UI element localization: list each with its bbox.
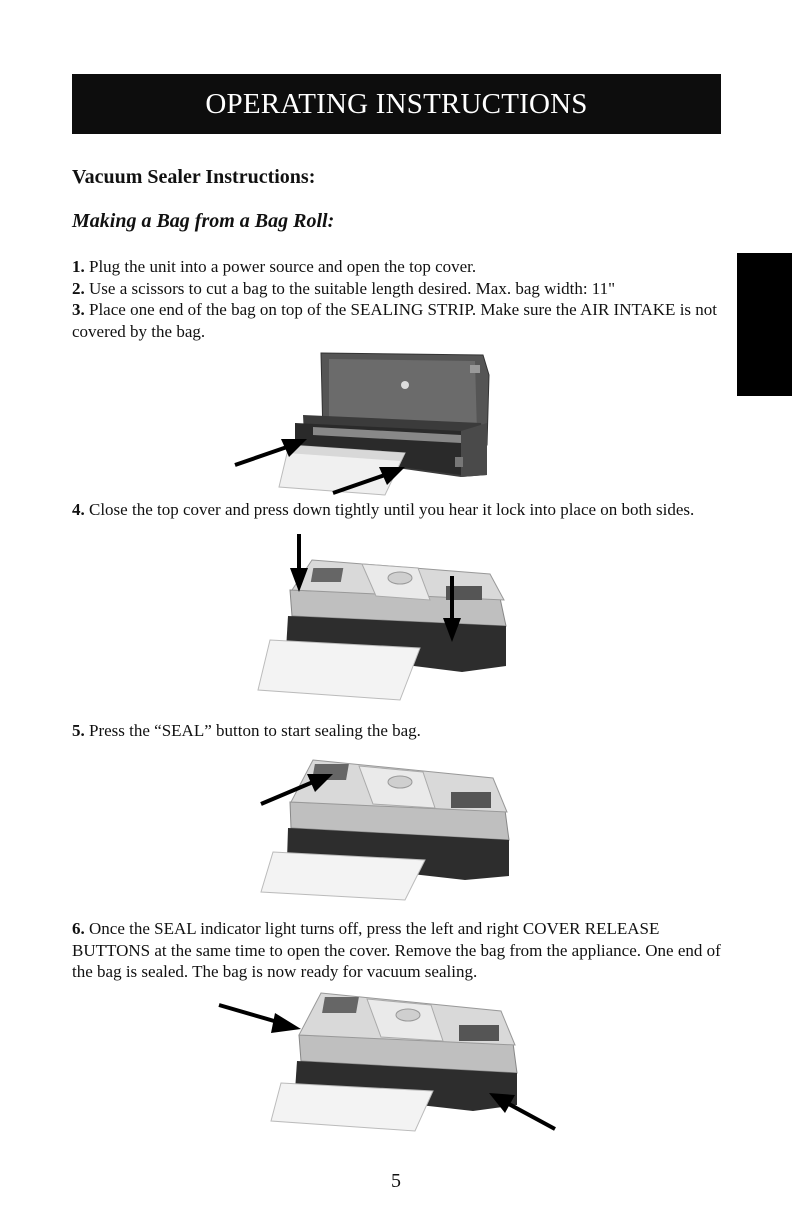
step-number: 6.	[72, 919, 85, 938]
step-5	[72, 720, 722, 742]
figure-open-cover-bag	[225, 345, 525, 500]
section-title: Vacuum Sealer Instructions:	[72, 166, 316, 188]
step-number: 3.	[72, 300, 85, 319]
step-text: Plug the unit into a power source and open the top cover.	[84, 257, 477, 276]
step-number: 1.	[72, 257, 85, 276]
vacuum-sealer-closed-icon	[261, 760, 509, 900]
page-number: 5	[391, 1170, 401, 1192]
side-tab-marker	[737, 253, 792, 396]
arrow-icon	[219, 1005, 301, 1033]
step-number: 4.	[72, 500, 85, 519]
page-title: OPERATING INSTRUCTIONS	[205, 87, 588, 120]
step-4	[72, 499, 722, 521]
step-text: Place one end of the bag on top of the SEALING STRIP. Make sure the AIR INTAKE is not covered by the bag.	[72, 300, 718, 341]
step-2	[72, 278, 722, 300]
vacuum-sealer-closed-icon	[271, 993, 517, 1131]
step-text: Close the top cover and press down tightly until you hear it lock into place on both sides.	[84, 500, 695, 519]
figure-close-cover	[250, 530, 520, 710]
subsection-title: Making a Bag from a Bag Roll:	[72, 210, 335, 232]
step-text: Use a scissors to cut a bag to the suitable length desired. Max. bag width: 11"	[84, 278, 616, 298]
step-3	[72, 299, 722, 342]
step-1	[72, 256, 722, 278]
step-number: 5.	[72, 721, 85, 740]
step-text: Press the “SEAL” button to start sealing the bag.	[84, 721, 421, 740]
figure-release-buttons	[215, 985, 565, 1135]
arrow-icon	[489, 1093, 555, 1129]
steps-1-3-block	[72, 256, 722, 342]
page-header-bar	[72, 74, 721, 134]
step-number: 2.	[72, 278, 85, 298]
step-text: Once the SEAL indicator light turns off, press the left and right COVER RELEASE BUTTONS at the same time to open the cover. Remove the bag from the appliance. One end of the bag is sealed. The bag is now ready for vacuum sealing.	[72, 919, 721, 981]
step-6	[72, 918, 722, 983]
figure-seal-button	[255, 752, 520, 907]
